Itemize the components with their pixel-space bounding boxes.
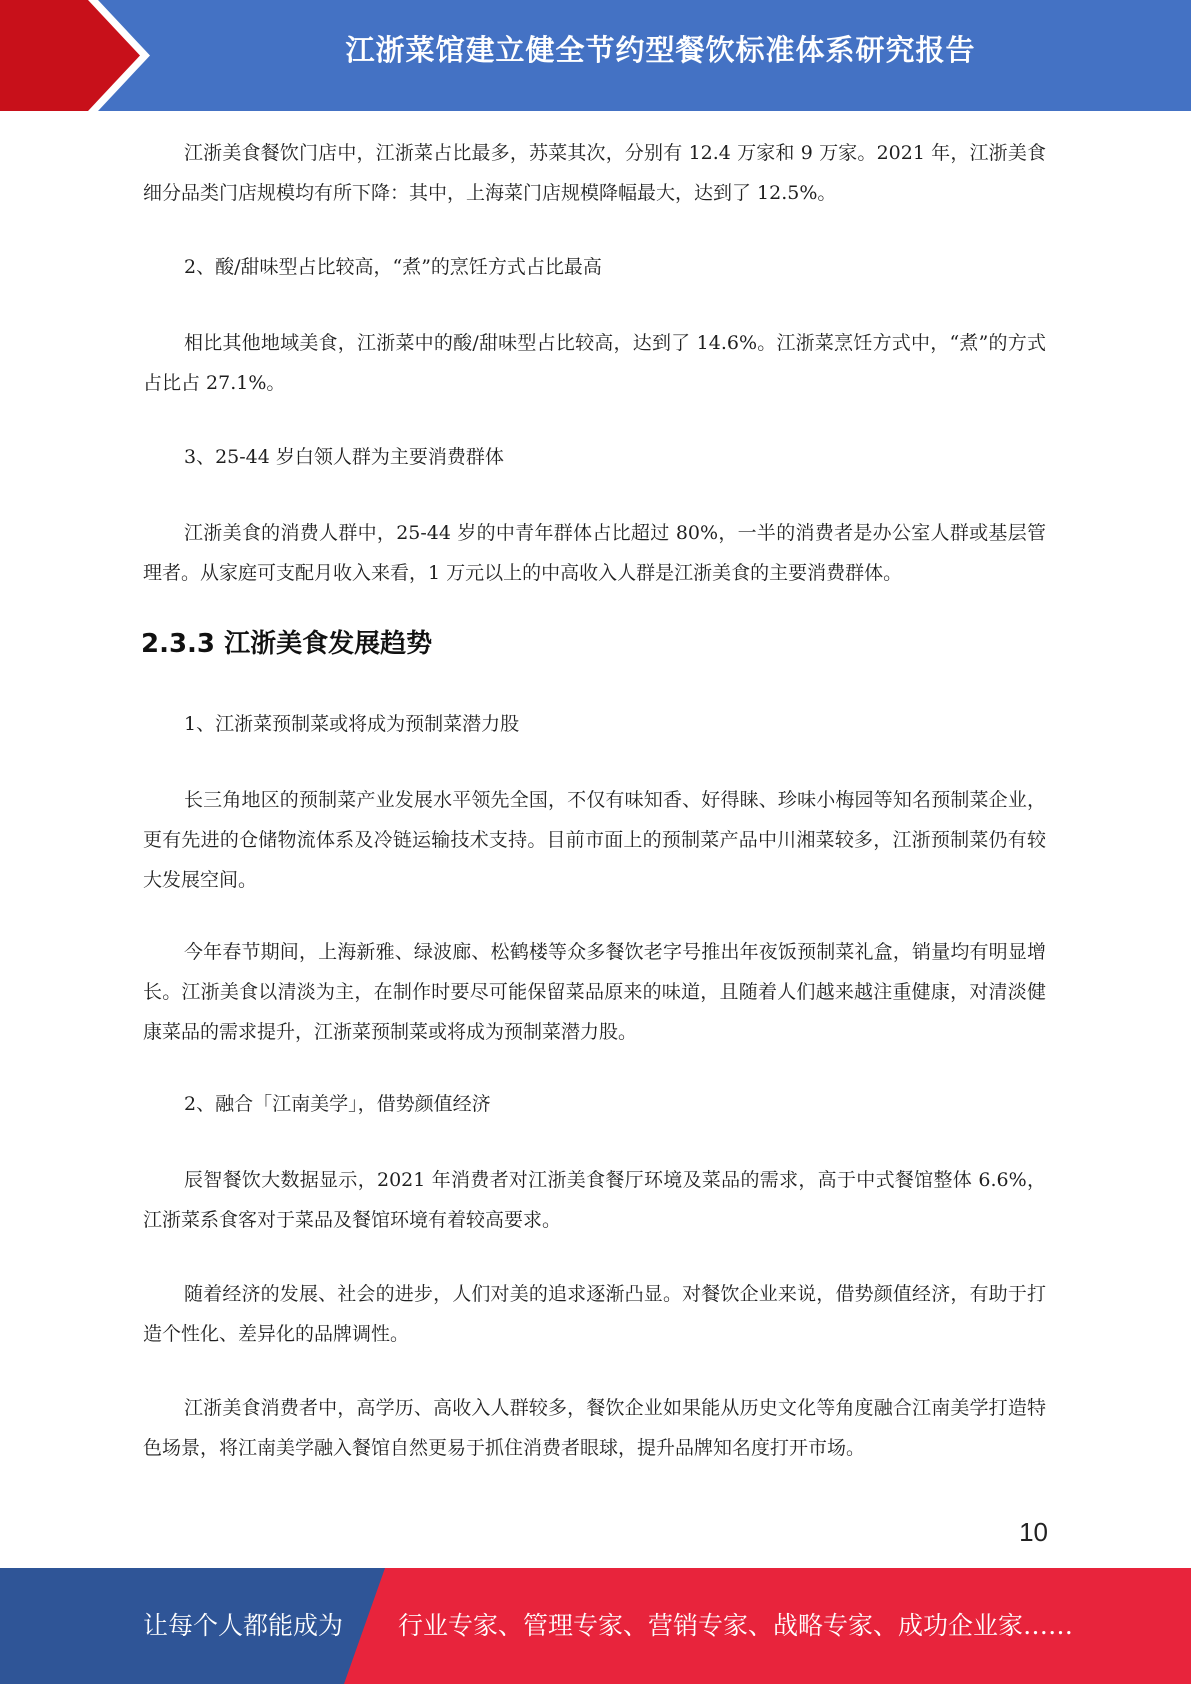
page-header [0,0,1191,111]
subheading-consumers: 3、25-44 岁白领人群为主要消费群体 [184,446,504,468]
paragraph-store-share: 江浙美食餐饮门店中，江浙菜占比最多，苏菜其次，分别有 12.4 万家和 9 万家。2021 年，江浙美食细分品类门店规模均有所下降：其中，上海菜门店规模降幅最大，达到了 12.5%。 [143,142,1046,204]
page-number: 10 [1019,1517,1048,1547]
section-heading-trends: 2.3.3 江浙美食发展趋势 [141,629,433,659]
paragraph-consumers: 江浙美食的消费人群中，25-44 岁的中青年群体占比超过 80%，一半的消费者是办公室人群或基层管理者。从家庭可支配月收入来看，1 万元以上的中高收入人群是江浙美食的主要消费群体。 [143,522,1046,584]
paragraph-spring-festival: 今年春节期间，上海新雅、绿波廊、松鹤楼等众多餐饮老字号推出年夜饭预制菜礼盒，销量均有明显增长。江浙美食以清淡为主，在制作时要尽可能保留菜品原来的味道，且随着人们越来越注重健康，对清淡健康菜品的需求提升，江浙菜预制菜或将成为预制菜潜力股。 [143,941,1046,1043]
subheading-jiangnan-aesthetics: 2、融合「江南美学」，借势颜值经济 [184,1093,491,1115]
footer-slogan-right: 行业专家、管理专家、营销专家、战略专家、成功企业家…… [398,1611,1074,1640]
page-footer [0,1568,1191,1684]
footer-slogan-left: 让每个人都能成为 [143,1611,344,1640]
paragraph-jiangnan-scene: 江浙美食消费者中，高学历、高收入人群较多，餐饮企业如果能从历史文化等角度融合江南美学打造特色场景，将江南美学融入餐馆自然更易于抓住消费者眼球，提升品牌知名度打开市场。 [143,1397,1046,1459]
paragraph-aesthetic-pursuit: 随着经济的发展、社会的进步，人们对美的追求逐渐凸显。对餐饮企业来说，借势颜值经济，有助于打造个性化、差异化的品牌调性。 [143,1283,1046,1345]
paragraph-flavor: 相比其他地域美食，江浙菜中的酸/甜味型占比较高，达到了 14.6%。江浙菜烹饪方式中，“煮”的方式占比占 27.1%。 [143,332,1046,394]
paragraph-big-data: 辰智餐饮大数据显示，2021 年消费者对江浙美食餐厅环境及菜品的需求，高于中式餐馆整体 6.6%，江浙菜系食客对于菜品及餐馆环境有着较高要求。 [143,1169,1046,1231]
subheading-flavor: 2、酸/甜味型占比较高，“煮”的烹饪方式占比最高 [184,256,602,278]
paragraph-prepared-industry: 长三角地区的预制菜产业发展水平领先全国，不仅有味知香、好得睐、珍味小梅园等知名预制菜企业，更有先进的仓储物流体系及冷链运输技术支持。目前市面上的预制菜产品中川湘菜较多，江浙预制菜仍有较大发展空间。 [143,789,1046,891]
subheading-prepared-dishes: 1、江浙菜预制菜或将成为预制菜潜力股 [184,713,520,735]
report-title: 江浙菜馆建立健全节约型餐饮标准体系研究报告 [345,33,976,67]
